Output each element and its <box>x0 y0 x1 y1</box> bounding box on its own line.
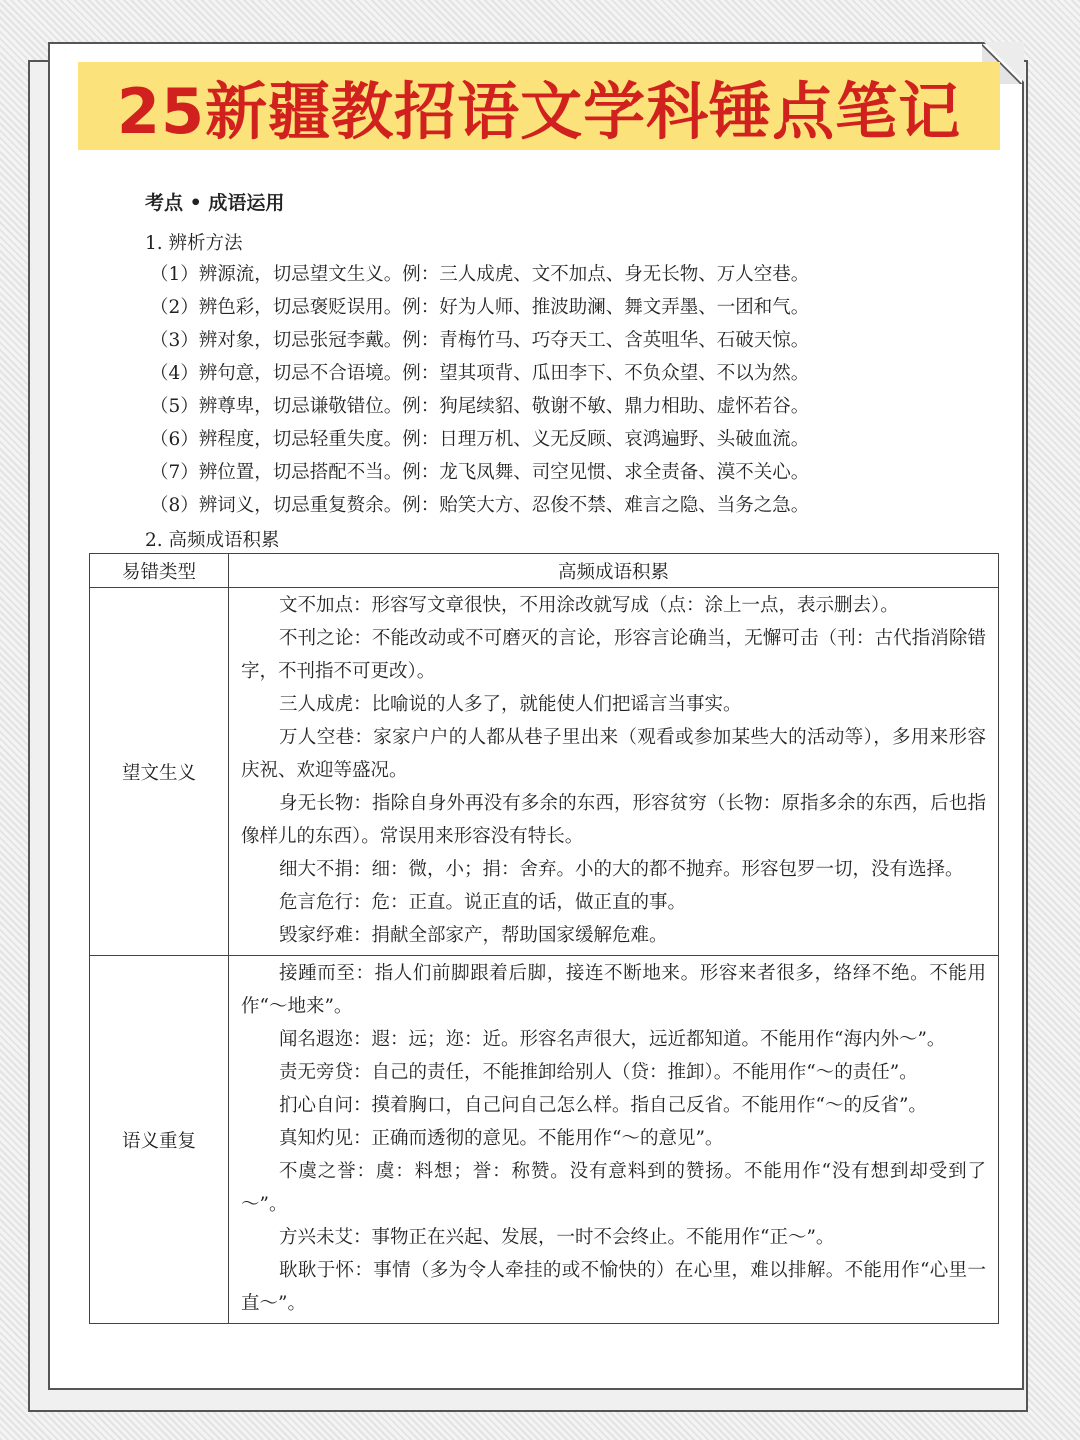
idiom-entries-cell <box>229 956 999 1324</box>
idiom-entry: 真知灼见：正确而透彻的意见。不能用作“～的意见”。 <box>279 1128 724 1149</box>
idiom-entry: 责无旁贷：自己的责任，不能推卸给别人（贷：推卸）。不能用作“～的责任”。 <box>279 1062 918 1083</box>
method-item: （1）辨源流，切忌望文生义。例：三人成虎、文不加点、身无长物、万人空巷。 <box>150 264 810 285</box>
method-heading: 1. 辨析方法 <box>145 233 243 254</box>
table-row <box>90 956 999 1324</box>
table-row <box>90 588 999 956</box>
method-item: （2）辨色彩，切忌褒贬误用。例：好为人师、推波助澜、舞文弄墨、一团和气。 <box>150 297 810 318</box>
method-item: （8）辨词义，切忌重复赘余。例：贻笑大方、忍俊不禁、难言之隐、当务之急。 <box>150 495 810 516</box>
idiom-entry: 闻名遐迩：遐：远；迩：近。形容名声很大，远近都知道。不能用作“海内外～”。 <box>279 1029 946 1050</box>
idiom-entry: 危言危行：危：正直。说正直的话，做正直的事。 <box>279 892 687 913</box>
idiom-entry: 细大不捐：细：微，小；捐：舍弃。小的大的都不抛弃。形容包罗一切，没有选择。 <box>279 859 964 880</box>
idiom-entry: 接踵而至：指人们前脚跟着后脚，接连不断地来。形容来者很多，络绎不绝。不能用作“～地来”。 <box>241 963 986 1017</box>
method-item: （4）辨句意，切忌不合语境。例：望其项背、瓜田李下、不负众望、不以为然。 <box>150 363 810 384</box>
idiom-entry: 身无长物：指除自身外再没有多余的东西，形容贫穷（长物：原指多余的东西，后也指像样儿的东西）。常误用来形容没有特长。 <box>241 793 986 847</box>
idiom-entry: 三人成虎：比喻说的人多了，就能使人们把谣言当事实。 <box>279 694 742 715</box>
accumulation-heading: 2. 高频成语积累 <box>145 530 280 551</box>
idiom-entry: 不刊之论：不能改动或不可磨灭的言论，形容言论确当，无懈可击（刊：古代指消除错字，不刊指不可更改）。 <box>241 628 986 682</box>
idiom-entry: 文不加点：形容写文章很快，不用涂改就写成（点：涂上一点，表示删去）。 <box>279 595 899 616</box>
method-item: （7）辨位置，切忌搭配不当。例：龙飞凤舞、司空见惯、求全责备、漠不关心。 <box>150 462 810 483</box>
idiom-entry: 耿耿于怀：事情（多为令人牵挂的或不愉快的）在心里，难以排解。不能用作“心里一直～”。 <box>241 1260 986 1314</box>
method-item: （5）辨尊卑，切忌谦敬错位。例：狗尾续貂、敬谢不敏、鼎力相助、虚怀若谷。 <box>150 396 810 417</box>
section-heading: 考点 • 成语运用 <box>145 192 285 214</box>
idiom-table <box>89 553 999 1324</box>
idiom-entry: 不虞之誉：虞：料想；誉：称赞。没有意料到的赞扬。不能用作“没有想到却受到了～”。 <box>241 1161 986 1215</box>
method-item: （3）辨对象，切忌张冠李戴。例：青梅竹马、巧夺天工、含英咀华、石破天惊。 <box>150 330 810 351</box>
error-type-cell: 望文生义 <box>90 588 229 956</box>
error-type-cell: 语义重复 <box>90 956 229 1324</box>
table-header-row <box>90 554 999 588</box>
header-idioms: 高频成语积累 <box>229 554 999 588</box>
method-item: （6）辨程度，切忌轻重失度。例：日理万机、义无反顾、哀鸿遍野、头破血流。 <box>150 429 810 450</box>
header-error-type: 易错类型 <box>90 554 229 588</box>
method-list <box>150 260 1010 524</box>
title-banner <box>78 62 1000 150</box>
idiom-entry: 毁家纾难：捐献全部家产，帮助国家缓解危难。 <box>279 925 668 946</box>
page-title: 25新疆教招语文学科锤点笔记 <box>116 74 962 148</box>
idiom-entry: 方兴未艾：事物正在兴起、发展，一时不会终止。不能用作“正～”。 <box>279 1227 835 1248</box>
idiom-entries-cell <box>229 588 999 956</box>
idiom-entry: 扪心自问：摸着胸口，自己问自己怎么样。指自己反省。不能用作“～的反省”。 <box>279 1095 927 1116</box>
idiom-entry: 万人空巷：家家户户的人都从巷子里出来（观看或参加某些大的活动等），多用来形容庆祝、欢迎等盛况。 <box>241 727 986 781</box>
